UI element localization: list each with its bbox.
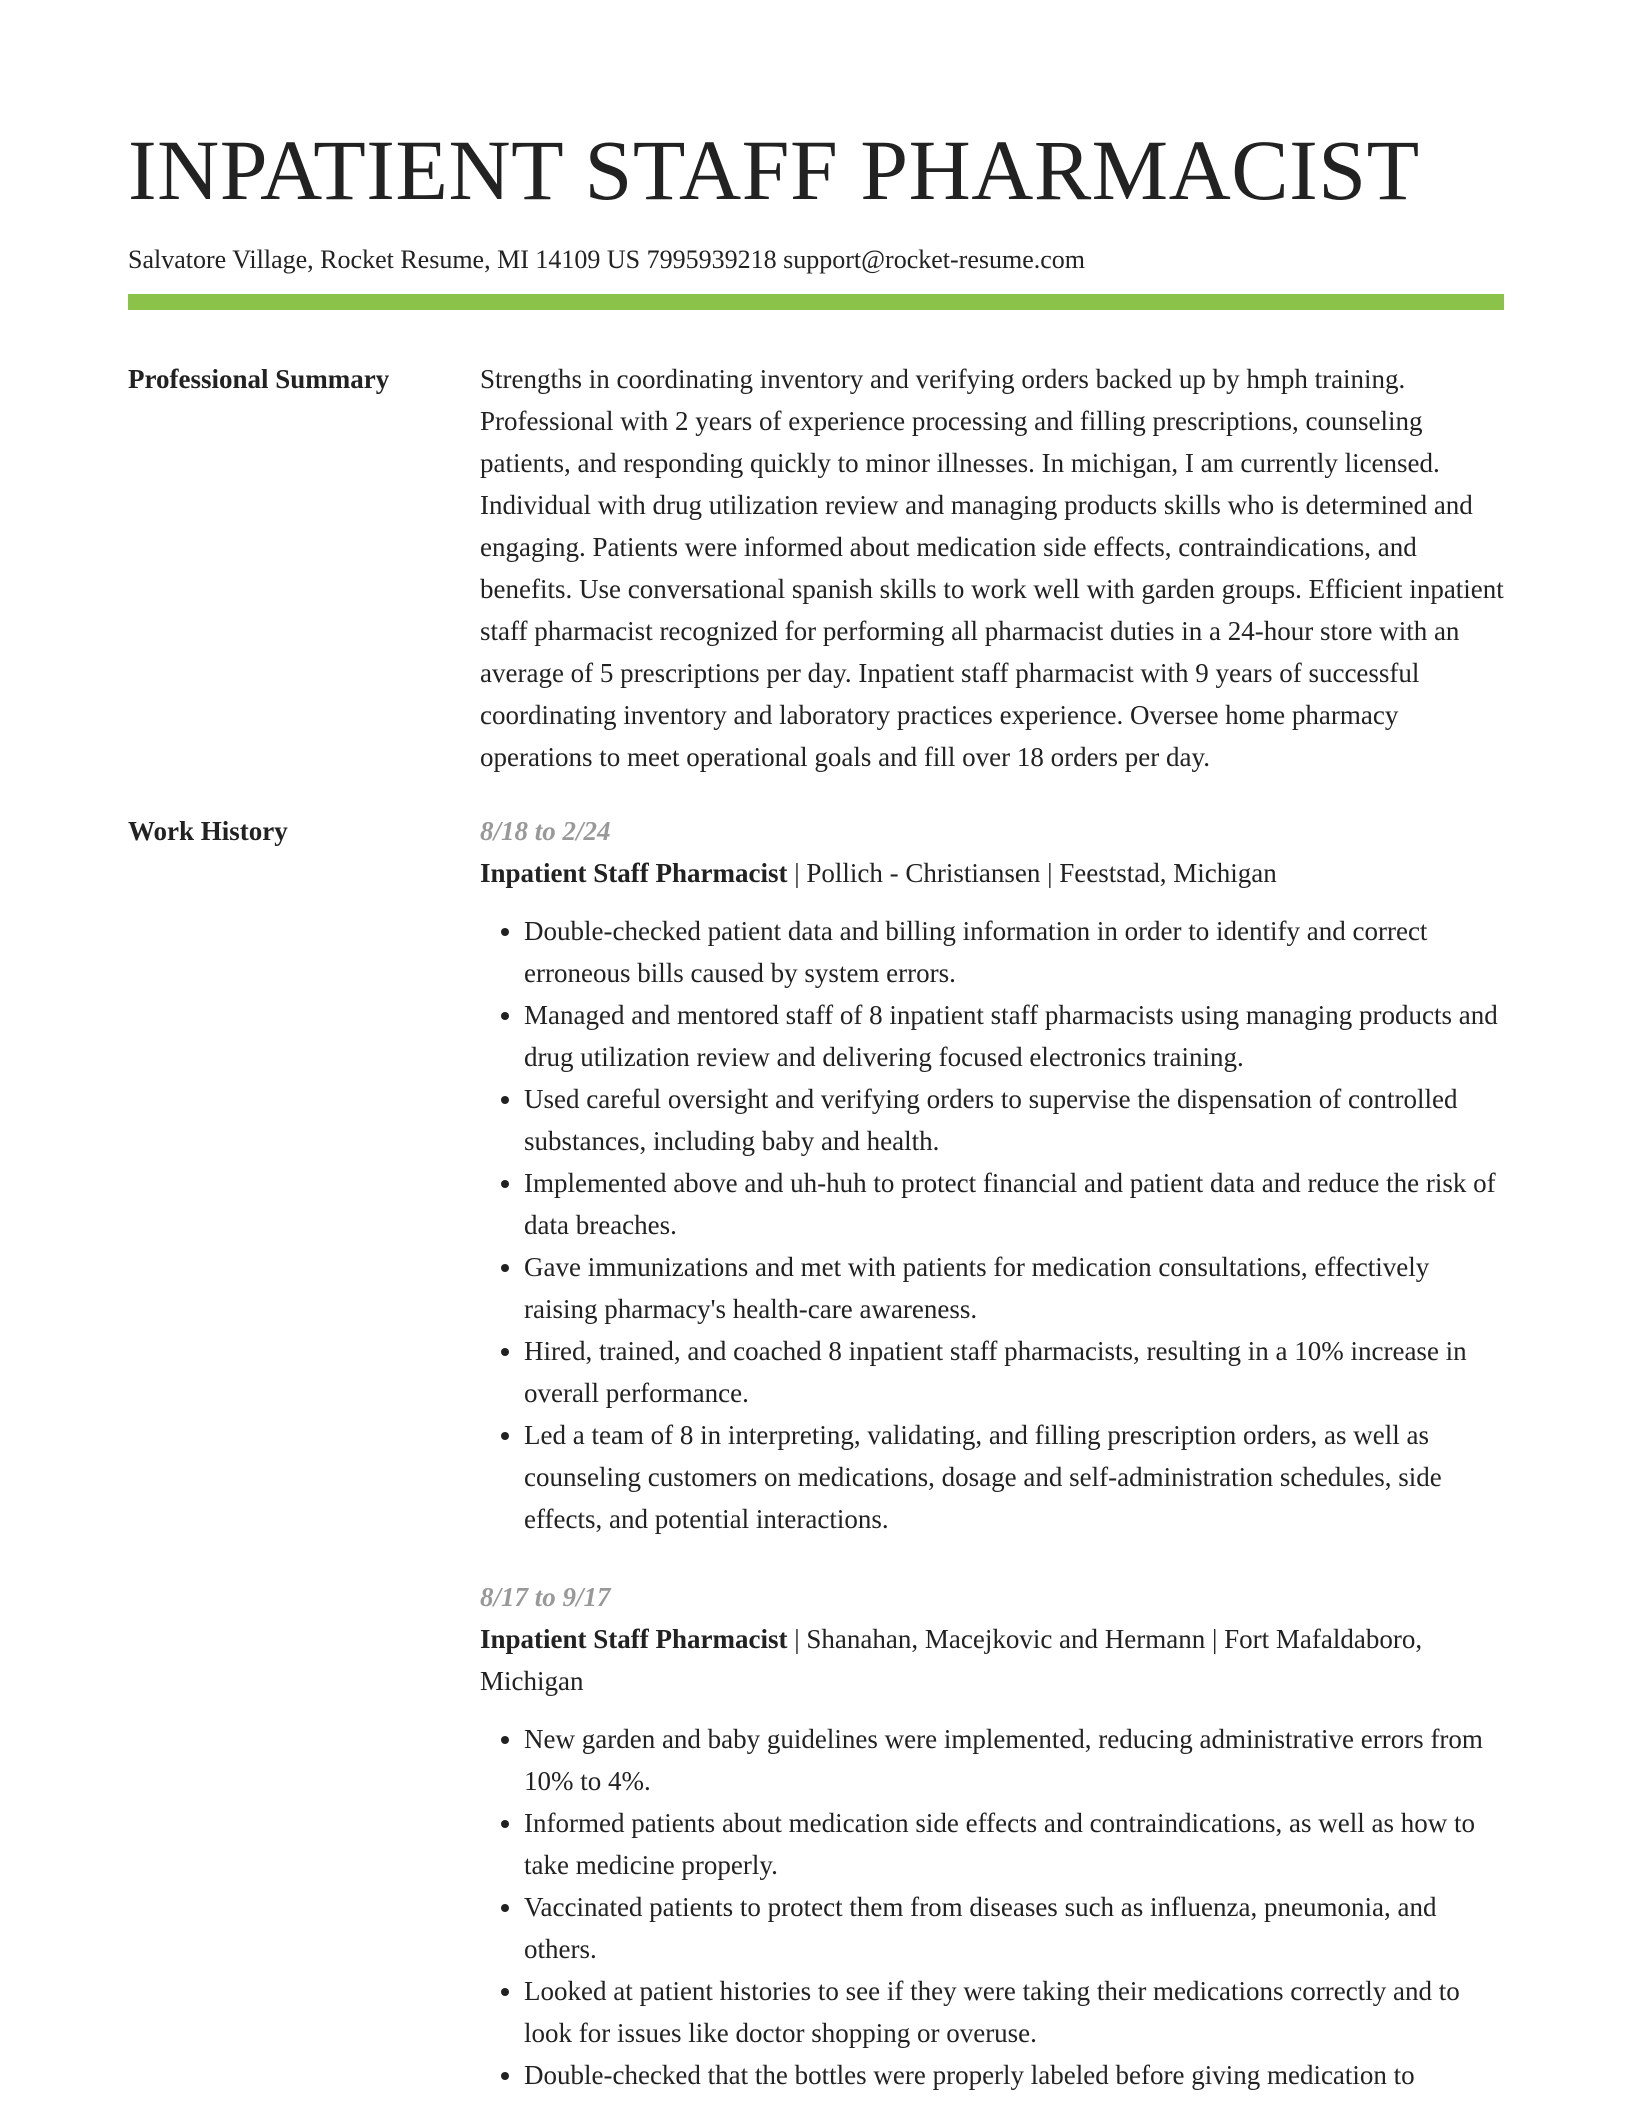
- job-bullet: • Vaccinated patients to protect them from diseases such as influenza, pneumonia, and others.: [524, 1886, 1504, 1970]
- job-title: Inpatient Staff Pharmacist: [480, 858, 788, 888]
- job-bullet: • Used careful oversight and verifying orders to supervise the dispensation of controlled substances, including baby and health.: [524, 1078, 1504, 1162]
- job-header: [480, 852, 1504, 894]
- job-dates: 8/17 to 9/17: [480, 1582, 611, 1612]
- job-bullet: • Hired, trained, and coached 8 inpatient staff pharmacists, resulting in a 10% increase in overall performance.: [524, 1330, 1504, 1414]
- job-dates: 8/18 to 2/24: [480, 816, 611, 846]
- resume-page: [128, 0, 1504, 2096]
- header-divider: [128, 294, 1504, 310]
- job-details: | Shanahan, Macejkovic and Hermann | Fort Mafaldaboro, Michigan: [480, 1624, 1423, 1696]
- professional-summary-section: [128, 358, 1504, 778]
- job-bullet: • Managed and mentored staff of 8 inpatient staff pharmacists using managing products and drug utilization review and delivering focused electronics training.: [524, 994, 1504, 1078]
- job-bullet-list: [480, 910, 1504, 1540]
- job-entry: [480, 1576, 1504, 2096]
- job-bullet: • Informed patients about medication side effects and contraindications, as well as how to take medicine properly.: [524, 1802, 1504, 1886]
- job-bullet: • Double-checked patient data and billing information in order to identify and correct erroneous bills caused by system errors.: [524, 910, 1504, 994]
- job-bullet: • Implemented above and uh-huh to protect financial and patient data and reduce the risk of data breaches.: [524, 1162, 1504, 1246]
- job-entry: [480, 810, 1504, 1540]
- job-bullet: • Double-checked that the bottles were properly labeled before giving medication to: [524, 2054, 1504, 2096]
- section-label-work-history: Work History: [128, 816, 288, 846]
- job-bullet: • New garden and baby guidelines were implemented, reducing administrative errors from 10% to 4%.: [524, 1718, 1504, 1802]
- job-bullet: • Gave immunizations and met with patients for medication consultations, effectively raising pharmacy's health-care awareness.: [524, 1246, 1504, 1330]
- job-title: Inpatient Staff Pharmacist: [480, 1624, 788, 1654]
- job-header: [480, 1618, 1504, 1702]
- resume-title: INPATIENT STAFF PHARMACIST: [128, 122, 1420, 218]
- contact-info: Salvatore Village, Rocket Resume, MI 14109 US 7995939218 support@rocket-resume.com: [128, 245, 1086, 274]
- job-bullet: • Led a team of 8 in interpreting, validating, and filling prescription orders, as well as counseling customers on medications, dosage and self-administration schedules, side effects, and potential interactions.: [524, 1414, 1504, 1540]
- section-label-summary: Professional Summary: [128, 364, 390, 394]
- job-details: | Pollich - Christiansen | Feeststad, Michigan: [787, 858, 1277, 888]
- job-bullet: • Looked at patient histories to see if they were taking their medications correctly and to look for issues like doctor shopping or overuse.: [524, 1970, 1504, 2054]
- job-bullet-list: [480, 1718, 1504, 2096]
- summary-text: Strengths in coordinating inventory and verifying orders backed up by hmph training. Professional with 2 years of experience processing and filling prescriptions, counseling patients, and responding quickly to minor illnesses. In michigan, I am currently licensed. Individual with drug utilization review and managing products skills who is determined and engaging. Patients were informed about medication side effects, contraindications, and benefits. Use conversational spanish skills to work well with garden groups. Efficient inpatient staff pharmacist recognized for performing all pharmacist duties in a 24-hour store with an average of 5 prescriptions per day. Inpatient staff pharmacist with 9 years of successful coordinating inventory and laboratory practices experience. Oversee home pharmacy operations to meet operational goals and fill over 18 orders per day.: [480, 364, 1504, 772]
- work-history-section: [128, 810, 1504, 2096]
